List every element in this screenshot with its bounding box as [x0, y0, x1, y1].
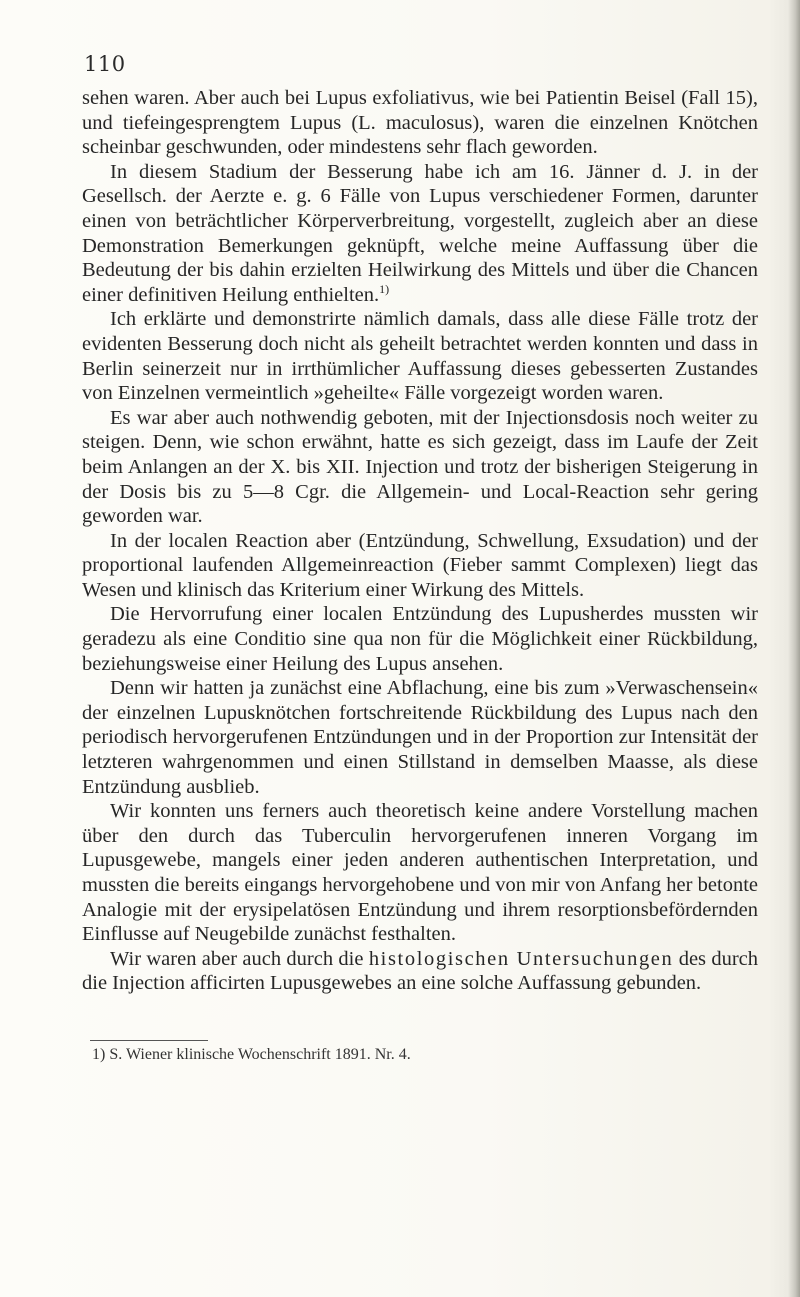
- footnote-marker: 1): [92, 1046, 106, 1063]
- paragraph-7: Denn wir hatten ja zunächst eine Abflachung, eine bis zum »Verwaschensein« der einzelnen Lupusknötchen fortschreitende Rückbildung des Lupus nach den periodisch hervorgerufenen Entzündungen und in der Proportion zur Intensität der letzteren wahrgenommen und einen Stillstand in demselben Maasse, als diese Entzündung ausblieb.: [82, 677, 758, 798]
- footnote-text: S. Wiener klinische Wochenschrift 1891. Nr. 4.: [109, 1046, 411, 1063]
- paragraph-2: [82, 160, 758, 308]
- paragraph-5: In der localen Reaction aber (Entzündung, Schwellung, Exsudation) und der proportional laufenden Allgemeinreaction (Fieber sammt Complexen) liegt das Wesen und klinisch das Kriterium einer Wirkung des Mittels.: [82, 529, 758, 601]
- paragraph-9-rest: des durch die Injection afficirten Lupusgewebes an eine solche Auffassung gebunden.: [82, 947, 759, 995]
- paragraph-9-emphasis: histologischen Untersuchungen: [368, 947, 674, 970]
- page-edge-shadow: [788, 0, 800, 1297]
- paragraph-3: Ich erklärte und demonstrirte nämlich damals, dass alle diese Fälle trotz der evidenten Besserung doch nicht als geheilt betrachtet werden konnten und dass in Berlin seinerzeit nur in irrthümlicher Auffassung dieses gebesserten Zustandes von Einzelnen vermeintlich »geheilte« Fälle vorgezeigt worden waren.: [82, 308, 758, 405]
- paragraph-2-text: In diesem Stadium der Besserung habe ich am 16. Jänner d. J. in der Gesellsch. der Aerzte e. g. 6 Fälle von Lupus verschiedener Formen, darunter einen von beträchtlicher Körperverbreitung, vorgestellt, zugleich aber an diese Demonstration Bemerkungen geknüpft, welche meine Auffassung über die Bedeutung der bis dahin erzielten Heilwirkung des Mittels und über die Chancen einer definitiven Heilung enthielten.: [82, 160, 758, 306]
- paragraph-6: Die Hervorrufung einer localen Entzündung des Lupusherdes mussten wir geradezu als eine Conditio sine qua non für die Möglichkeit einer Rückbildung, beziehungsweise einer Heilung des Lupus ansehen.: [82, 603, 758, 675]
- paragraph-1: sehen waren. Aber auch bei Lupus exfoliativus, wie bei Patientin Beisel (Fall 15), und tiefeingesprengtem Lupus (L. maculosus), waren die einzelnen Knötchen scheinbar geschwunden, oder mindestens sehr flach geworden.: [82, 87, 758, 159]
- body-text: [82, 86, 758, 996]
- footnote-reference: 1): [379, 281, 390, 296]
- footnote: [92, 1046, 411, 1064]
- paragraph-9-lead: Wir waren aber auch durch die: [110, 947, 364, 970]
- paragraph-8: Wir konnten uns ferners auch theoretisch keine andere Vorstellung machen über den durch das Tuberculin hervorgerufenen inneren Vorgang im Lupusgewebe, mangels einer jeden anderen authentischen Interpretation, und mussten die bereits eingangs hervorgehobene und von mir von Anfang her betonte Analogie mit der erysipelatösen Entzündung und ihrem resorptionsbefördernden Einflusse auf Neugebilde zunächst festhalten.: [82, 800, 758, 946]
- paragraph-9: [82, 947, 758, 996]
- footnote-divider: [90, 1040, 208, 1041]
- page-number: 110: [84, 52, 126, 76]
- paragraph-4: Es war aber auch nothwendig geboten, mit der Injectionsdosis noch weiter zu steigen. Denn, wie schon erwähnt, hatte es sich gezeigt, dass im Laufe der Zeit beim Anlangen an der X. bis XII. Injection und trotz der bisherigen Steigerung in der Dosis bis zu 5—8 Cgr. die Allgemein- und Local-Reaction sehr gering geworden war.: [82, 406, 758, 528]
